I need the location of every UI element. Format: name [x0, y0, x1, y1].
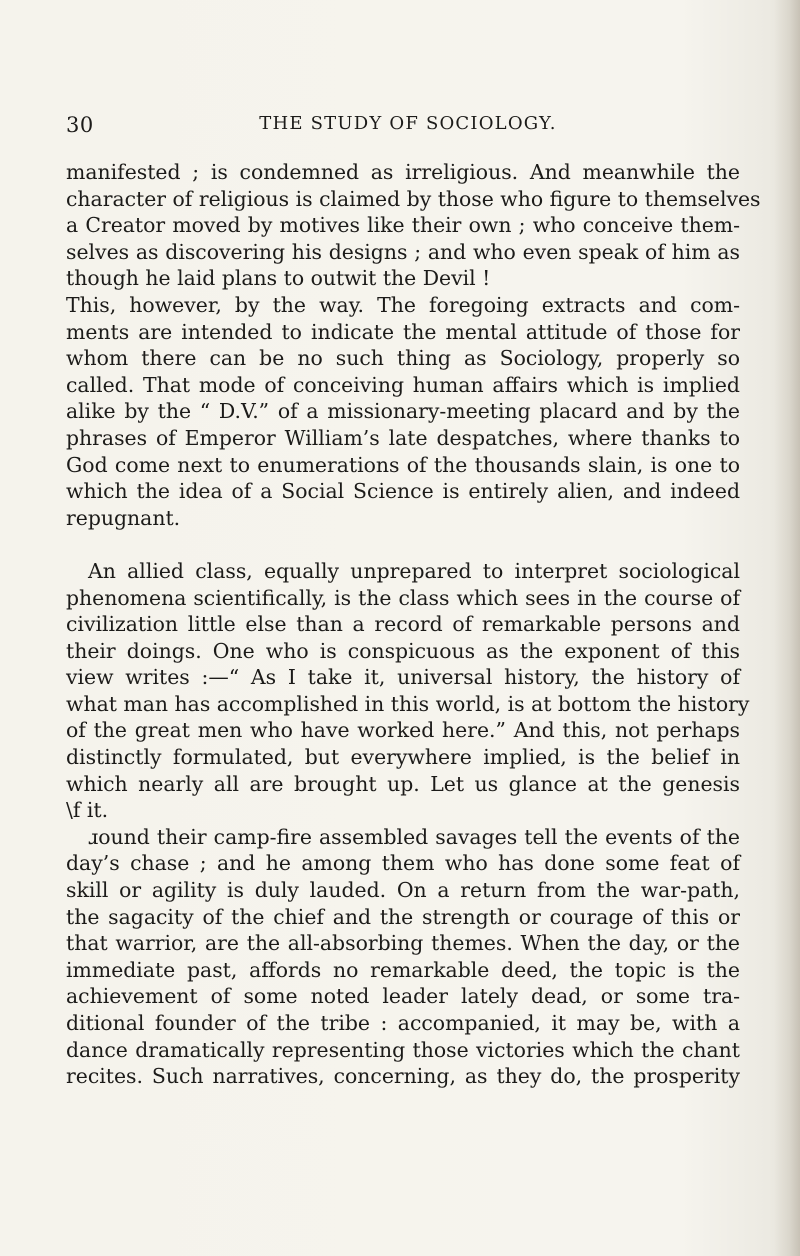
text-line: God come next to enumerations of the thousands slain, is one to: [66, 452, 740, 477]
text-line: An allied class, equally unprepared to interpret sociological: [88, 558, 740, 583]
text-line: the sagacity of the chief and the strength or courage of this or: [66, 904, 740, 929]
text-line: phrases of Emperor William’s late despatches, where thanks to: [66, 425, 740, 450]
page-edge-shadow: [774, 0, 800, 1256]
text-line: This, however, by the way. The foregoing extracts and com-: [66, 292, 740, 317]
text-line: though he laid plans to outwit the Devil !: [66, 266, 491, 291]
text-line: skill or agility is duly lauded. On a return from the war-path,: [66, 878, 740, 903]
text-line: recites. Such narratives, concerning, as they do, the prosperity: [66, 1064, 740, 1089]
text-line: which nearly all are brought up. Let us glance at the genesis: [66, 771, 740, 796]
text-line: view writes :—“ As I take it, universal history, the history of: [66, 665, 740, 690]
text-line: distinctly formulated, but everywhere implied, is the belief in: [66, 745, 740, 770]
text-line: day’s chase ; and he among them who has done some feat of: [66, 851, 740, 876]
paragraph-gap: [66, 531, 740, 558]
running-title: THE STUDY OF SOCIOLOGY.: [259, 113, 557, 134]
text-line: \f it.: [66, 798, 109, 823]
page-number: 30: [66, 113, 94, 137]
text-line: civilization little else than a record of remarkable persons and: [66, 612, 740, 637]
text-line: repugnant.: [66, 505, 181, 530]
body-text: [66, 159, 761, 1090]
text-line: their doings. One who is conspicuous as the exponent of this: [66, 638, 740, 663]
text-line: dance dramatically representing those victories which the chant: [66, 1037, 740, 1062]
page-header: [66, 113, 740, 143]
text-line: which the idea of a Social Science is entirely alien, and indeed: [66, 479, 740, 504]
text-line: called. That mode of conceiving human affairs which is implied: [66, 372, 740, 397]
text-line: ments are intended to indicate the mental attitude of those for: [66, 319, 740, 344]
text-line: achievement of some noted leader lately dead, or some tra-: [66, 984, 740, 1009]
text-line: selves as discovering his designs ; and who even speak of him as: [66, 239, 740, 264]
text-line: phenomena scientifically, is the class which sees in the course of: [66, 585, 740, 610]
text-line: what man has accomplished in this world, is at bottom the history: [66, 691, 750, 716]
text-line: whom there can be no such thing as Sociology, properly so: [66, 346, 740, 371]
text-line: immediate past, affords no remarkable deed, the topic is the: [66, 957, 740, 982]
text-line: character of religious is claimed by those who figure to themselves: [66, 186, 761, 211]
text-line: ɹound their camp-fire assembled savages tell the events of the: [88, 824, 740, 849]
text-line: ditional founder of the tribe : accompanied, it may be, with a: [66, 1011, 740, 1035]
text-line: alike by the “ D.V.” of a missionary-meeting placard and by the: [66, 399, 740, 424]
text-line: a Creator moved by motives like their own ; who conceive them-: [66, 213, 740, 238]
text-line: that warrior, are the all-absorbing themes. When the day, or the: [66, 931, 740, 956]
text-line: manifested ; is condemned as irreligious. And meanwhile the: [66, 160, 740, 184]
text-line: of the great men who have worked here.” And this, not perhaps: [66, 718, 740, 743]
